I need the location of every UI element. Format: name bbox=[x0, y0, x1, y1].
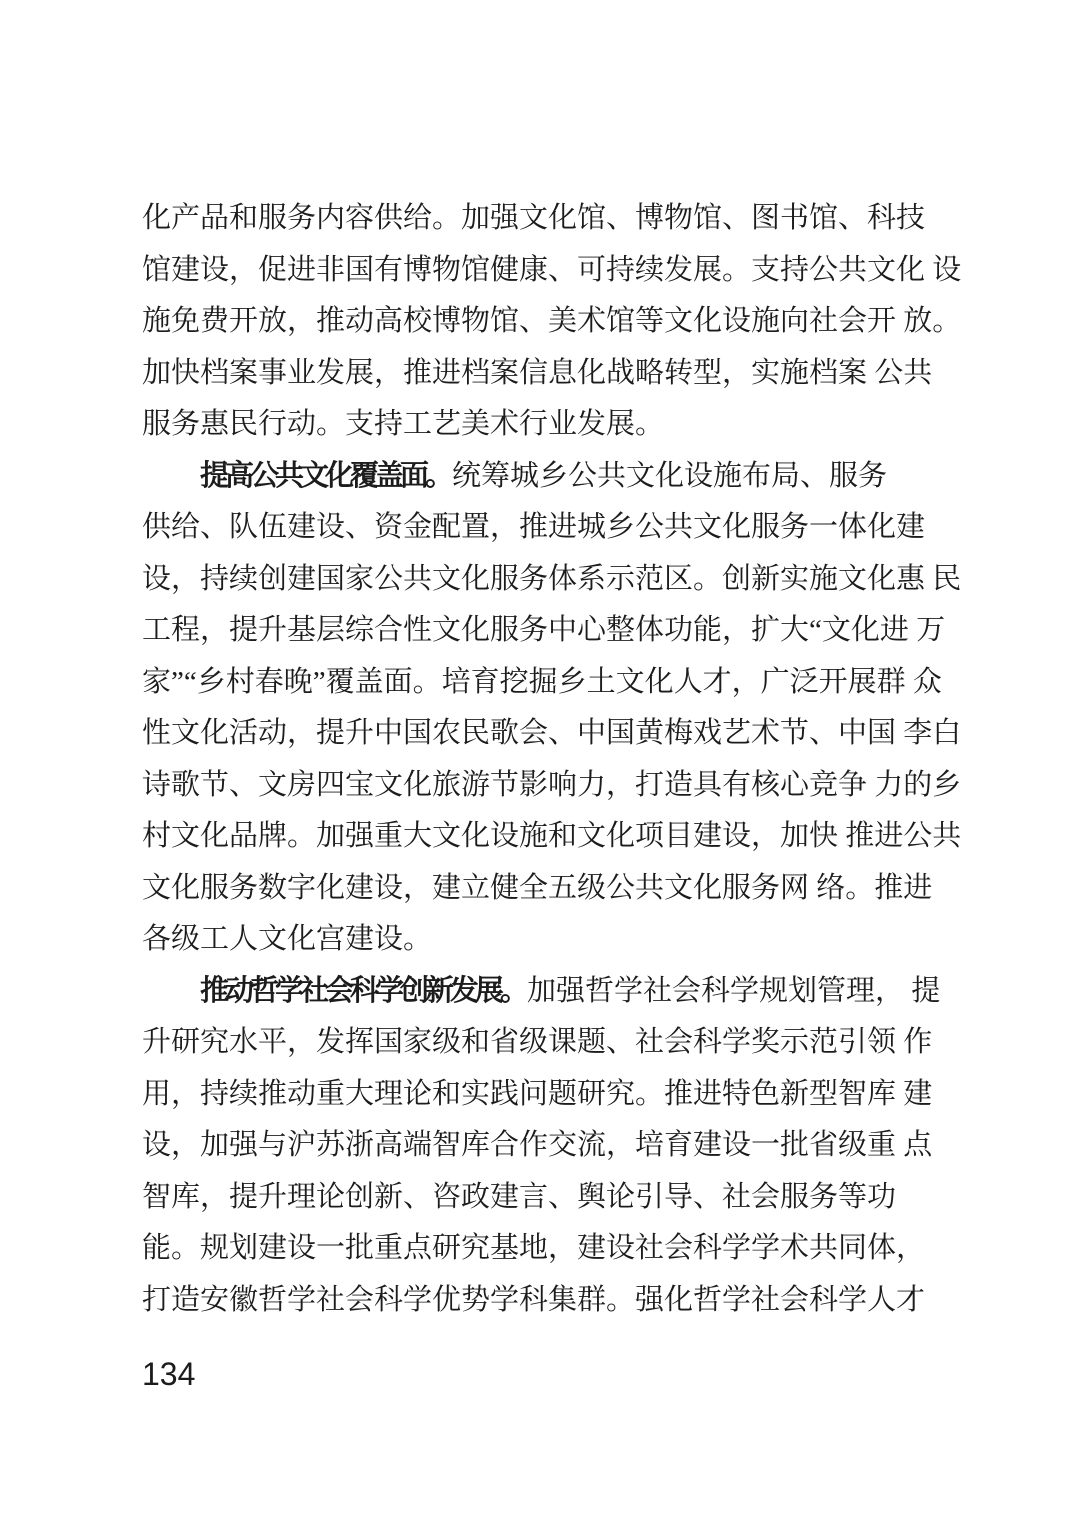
paragraph-heading: 提高公共文化覆盖面。 bbox=[200, 459, 451, 492]
paragraph-heading: 推动哲学社会科学创新发展。 bbox=[200, 974, 526, 1007]
text-line bbox=[142, 451, 1042, 503]
text-line: 施免费开放，推动高校博物馆、美术馆等文化设施向社会开 放。 bbox=[142, 305, 962, 337]
body-text bbox=[142, 193, 1042, 1326]
paragraph-continuation bbox=[142, 193, 1042, 451]
paragraph-social-science bbox=[142, 966, 1042, 1327]
text-line: 馆建设，促进非国有博物馆健康、可持续发展。支持公共文化 设 bbox=[142, 253, 962, 286]
text-line: 智库，提升理论创新、咨政建言、舆论引导、社会服务等功 bbox=[142, 1180, 897, 1213]
text-line: 升研究水平，发挥国家级和省级课题、社会科学奖示范引领 作 bbox=[142, 1026, 933, 1058]
text-line: 化产品和服务内容供给。加强文化馆、博物馆、图书馆、科技 bbox=[142, 202, 926, 234]
text-line: 家”“乡村春晚”覆盖面。培育挖掘乡土文化人才，广泛开展群 众 bbox=[142, 665, 942, 698]
page-number: 134 bbox=[142, 1356, 196, 1392]
paragraph-public-culture bbox=[142, 451, 1042, 966]
text-line: 工程，提升基层综合性文化服务中心整体功能，扩大“文化进 万 bbox=[142, 614, 946, 646]
text-line: 村文化品牌。加强重大文化设施和文化项目建设，加快 推进公共 bbox=[142, 820, 962, 852]
text-line: 加快档案事业发展，推进档案信息化战略转型，实施档案 公共 bbox=[142, 356, 933, 389]
text-line: 用，持续推动重大理论和实践问题研究。推进特色新型智库 建 bbox=[142, 1077, 933, 1110]
text-run: 统筹城乡公共文化设施布局、服务 bbox=[452, 459, 888, 492]
text-line: 文化服务数字化建设，建立健全五级公共文化服务网 络。推进 bbox=[142, 871, 933, 904]
text-line: 服务惠民行动。支持工艺美术行业发展。 bbox=[142, 408, 665, 440]
text-line: 供给、队伍建设、资金配置，推进城乡公共文化服务一体化建 bbox=[142, 511, 926, 543]
text-line: 性文化活动，提升中国农民歌会、中国黄梅戏艺术节、中国 李白 bbox=[142, 717, 962, 749]
text-line: 设，加强与沪苏浙高端智库合作交流，培育建设一批省级重 点 bbox=[142, 1129, 933, 1161]
text-line: 设，持续创建国家公共文化服务体系示范区。创新实施文化惠 民 bbox=[142, 562, 962, 595]
text-line: 各级工人文化宫建设。 bbox=[142, 923, 433, 955]
text-run: 加强哲学社会科学规划管理， 提 bbox=[527, 974, 941, 1007]
text-line: 诗歌节、文房四宝文化旅游节影响力，打造具有核心竞争 力的乡 bbox=[142, 768, 962, 801]
text-line: 能。规划建设一批重点研究基地，建设社会科学学术共同体， bbox=[142, 1232, 926, 1264]
text-line: 打造安徽哲学社会科学优势学科集群。强化哲学社会科学人才 bbox=[142, 1283, 926, 1316]
text-line bbox=[142, 966, 1042, 1018]
